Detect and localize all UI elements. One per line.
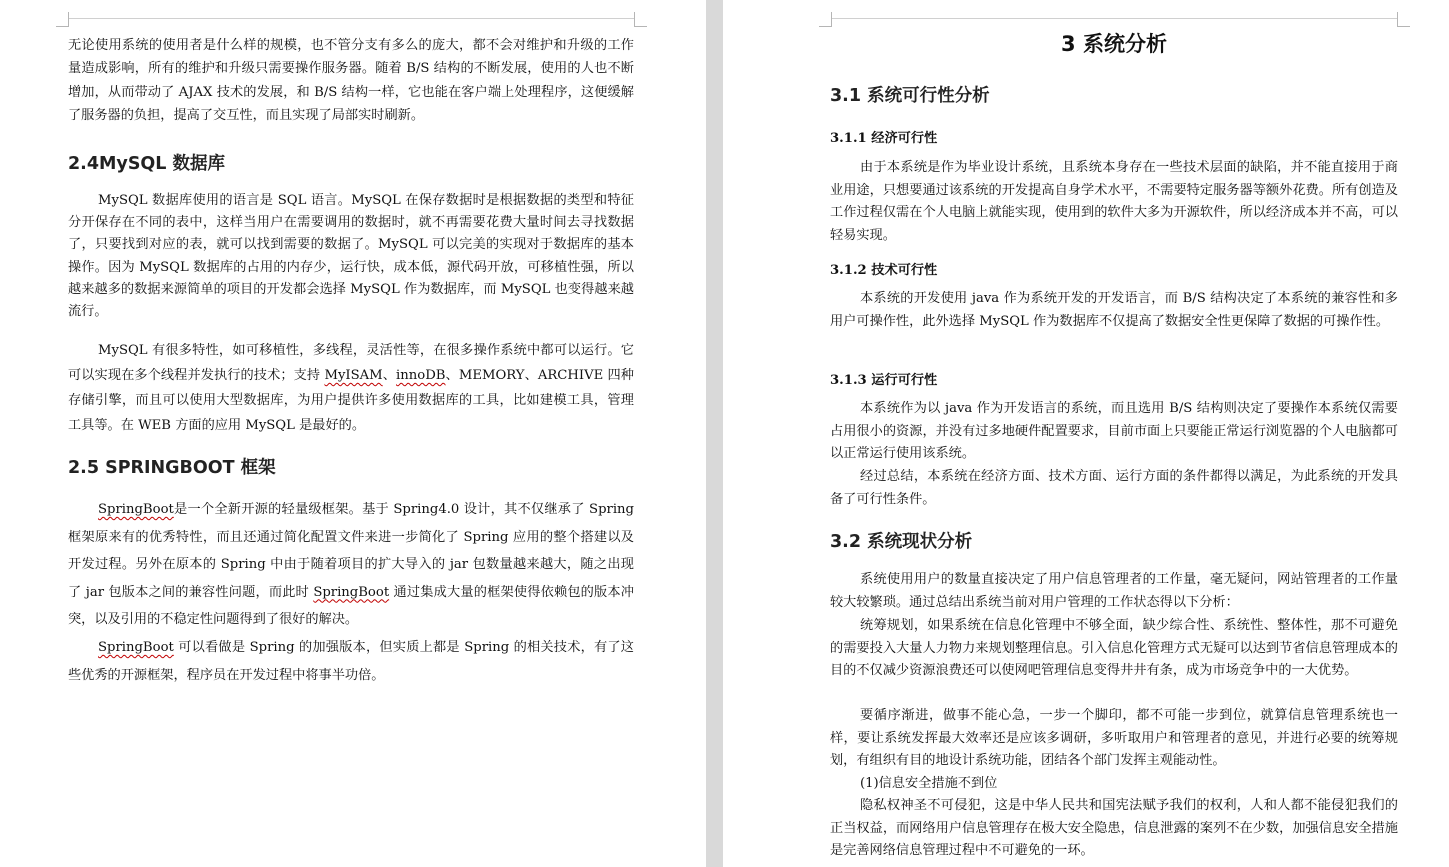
corner-mark-right bbox=[1397, 12, 1410, 27]
subsection-heading-economic: 3.1.1 经济可行性 bbox=[830, 131, 938, 146]
mysql-paragraph-2 bbox=[68, 338, 634, 438]
status-paragraph-3: 要循序渐进，做事不能心急，一步一个脚印，都不可能一步到位，就算信息管理系统也一样，要让系统发挥最大效率还是应该多调研，多听取用户和管理者的意见，并进行必要的统筹规划，有组织有目的地设计系统功能，团结各个部门发挥主观能动性。 bbox=[830, 708, 1398, 769]
spell-flag-innodb[interactable]: innoDB bbox=[396, 368, 446, 383]
springboot-paragraph-1 bbox=[68, 496, 634, 634]
text-span: 、 bbox=[382, 368, 397, 383]
spell-flag-springboot[interactable]: SpringBoot bbox=[98, 502, 174, 517]
text-span: 是一个全新开源的轻量级框架。基于 Spring4.0 设计，其不仅继承了 Spring 框架原来有的优秀特性，而且还通过简化配置文件来进一步简化了 Spring 应用的整个搭建以及开发过程。另外在原本的 Spring 中由于随着项目的扩大导入的 jar 包数量越来越大，随之出现了 jar 包版本之间的兼容性问题，而此时 bbox=[68, 502, 634, 600]
document-page-right bbox=[723, 0, 1449, 867]
feasibility-summary: 经过总结，本系统在经济方面、技术方面、运行方面的条件都得以满足，为此系统的开发具备了可行性条件。 bbox=[830, 469, 1398, 507]
corner-mark-left bbox=[819, 12, 832, 27]
section-heading-feasibility: 3.1 系统可行性分析 bbox=[830, 86, 990, 106]
text-span: 可以看做是 Spring 的加强版本，但实质上都是 Spring 的相关技术，有了这些优秀的开源框架，程序员在开发过程中将事半功倍。 bbox=[68, 640, 634, 683]
text-span: MySQL 有很多特性，如可移植性，多线程，灵活性等，在很多操作系统中都可以运行。它可以实现在多个线程并发执行的技术；支持 bbox=[68, 343, 634, 383]
subsection-heading-technical: 3.1.2 技术可行性 bbox=[830, 263, 938, 278]
header-line bbox=[68, 18, 634, 19]
page-gutter bbox=[706, 0, 723, 867]
subsection-heading-operational: 3.1.3 运行可行性 bbox=[830, 373, 938, 388]
mysql-paragraph-1: MySQL 数据库使用的语言是 SQL 语言。MySQL 在保存数据时是根据数据的类型和特征分开保存在不同的表中，这样当用户在需要调用的数据时，就不再需要花费大量时间去寻找数据了，只要找到对应的表，就可以找到需要的数据了。MySQL 可以完美的实现对于数据库的基本操作。因为 MySQL 数据库的占用的内存少，运行快，成本低，源代码开放，可移植性强，所以越来越多的数据来源简单的项目的开发都会选择 MySQL 作为数据库，而 MySQL 也变得越来越流行。 bbox=[68, 193, 634, 320]
section-heading-status: 3.2 系统现状分析 bbox=[830, 532, 973, 552]
text-span: 通过集成大量的框架使得依赖包的版本冲突，以及引用的不稳定性问题得到了很好的解决。 bbox=[68, 584, 634, 627]
status-paragraph-1: 系统使用用户的数量直接决定了用户信息管理者的工作量，毫无疑问，网站管理者的工作量较大较繁琐。通过总结出系统当前对用户管理的工作状态得以下分析： bbox=[830, 572, 1398, 610]
spell-flag-springboot[interactable]: SpringBoot bbox=[313, 584, 390, 600]
text-span: 、MEMORY、ARCHIVE 四种存储引擎，而且可以使用大型数据库，为用户提供许多使用数据库的工具，比如建模工具，管理工具等。在 WEB 方面的应用 MySQL 是最好的。 bbox=[68, 368, 634, 433]
section-heading-springboot: 2.5 SPRINGBOOT 框架 bbox=[68, 458, 276, 478]
technical-paragraph: 本系统的开发使用 java 作为系统开发的开发语言，而 B/S 结构决定了本系统的兼容性和多用户可操作性，此外选择 MySQL 作为数据库不仅提高了数据安全性更保障了数据的可操作性。 bbox=[830, 291, 1398, 329]
intro-paragraph: 无论使用系统的使用者是什么样的规模，也不管分支有多么的庞大，都不会对维护和升级的工作量造成影响，所有的维护和升级只需要操作服务器。随着 B/S 结构的不断发展，使用的人也不断增加，从而带动了 AJAX 技术的发展，和 B/S 结构一样，它也能在客户端上处理程序，这便缓解了服务器的负担，提高了交互性，而且实现了局部实时刷新。 bbox=[68, 38, 634, 124]
corner-mark-left bbox=[56, 12, 69, 27]
spell-flag-myisam[interactable]: MyISAM bbox=[324, 368, 383, 383]
corner-mark-right bbox=[634, 12, 647, 27]
list-item-security: (1)信息安全措施不到位 bbox=[860, 776, 998, 791]
economic-paragraph: 由于本系统是作为毕业设计系统，且系统本身存在一些技术层面的缺陷，并不能直接用于商业用途，只想要通过该系统的开发提高自身学术水平，不需要特定服务器等额外花费。所有创造及工作过程仅需在个人电脑上就能实现，使用到的软件大多为开源软件，所以经济成本并不高，可以轻易实现。 bbox=[830, 160, 1398, 243]
status-paragraph-4: 隐私权神圣不可侵犯，这是中华人民共和国宪法赋予我们的权利，人和人都不能侵犯我们的正当权益，而网络用户信息管理存在极大安全隐患，信息泄露的案列不在少数，加强信息安全措施是完善网络信息管理过程中不可避免的一环。 bbox=[830, 798, 1398, 859]
operational-paragraph: 本系统作为以 java 作为开发语言的系统，而且选用 B/S 结构则决定了要操作本系统仅需要占用很小的资源，并没有过多地硬件配置要求，目前市面上只要能正常运行浏览器的个人电脑都可以正常运行使用该系统。 bbox=[830, 401, 1398, 462]
section-heading-mysql: 2.4MySQL 数据库 bbox=[68, 154, 226, 174]
spell-flag-springboot[interactable]: SpringBoot bbox=[98, 640, 174, 655]
header-line bbox=[831, 18, 1397, 19]
status-paragraph-2: 统筹规划，如果系统在信息化管理中不够全面，缺少综合性、系统性、整体性，那不可避免的需要投入大量人力物力来规划整理信息。引入信息化管理方式无疑可以达到节省信息管理成本的目的不仅减少资源浪费还可以使网吧管理信息变得井井有条，成为市场竞争中的一大优势。 bbox=[830, 618, 1398, 679]
document-page-left bbox=[0, 0, 706, 867]
chapter-title: 3 系统分析 bbox=[1061, 32, 1167, 56]
springboot-paragraph-2 bbox=[68, 634, 634, 689]
